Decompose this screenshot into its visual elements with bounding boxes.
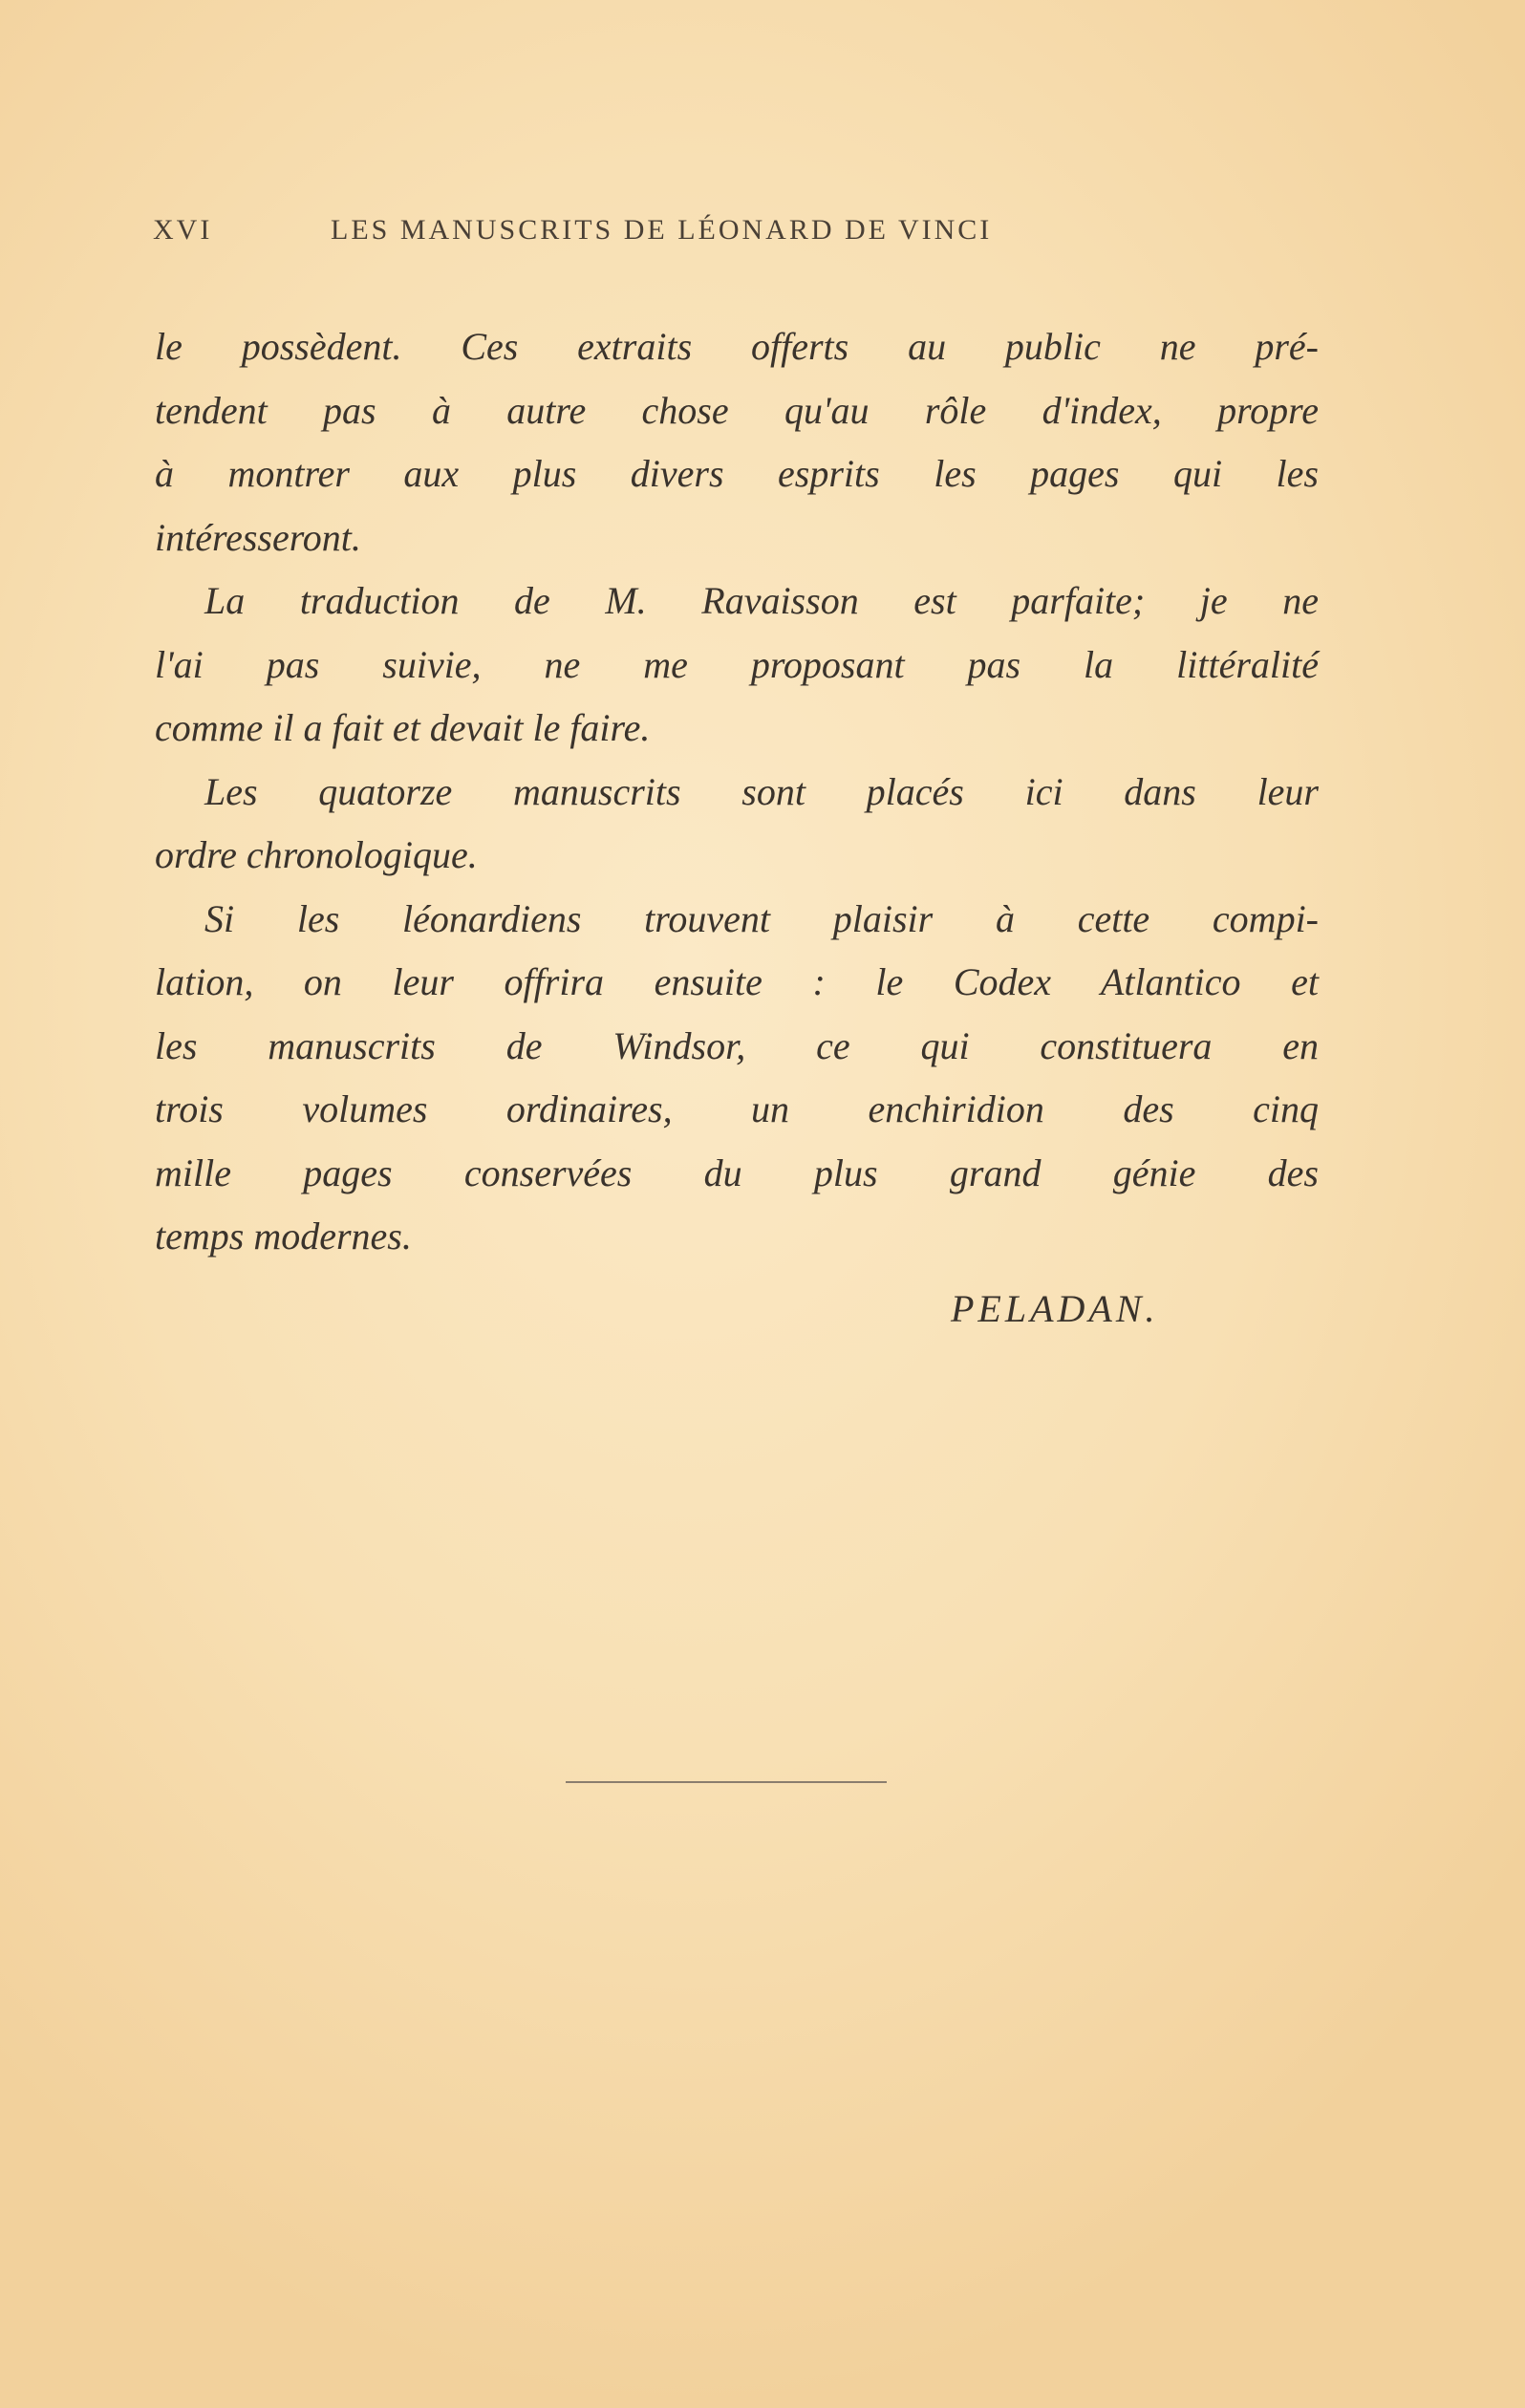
text-line: le possèdent. Ces extraits offerts au public ne pré- — [155, 325, 1319, 368]
running-title: LES MANUSCRITS DE LÉONARD DE VINCI — [331, 214, 993, 246]
text-line: temps modernes. — [155, 1215, 412, 1258]
text-line: mille pages conservées du plus grand génie des — [155, 1150, 1319, 1194]
author-signature: PELADAN. — [951, 1287, 1159, 1330]
text-line: Les quatorze manuscrits sont placés ici dans leur — [204, 769, 1319, 813]
page-number: XVI — [153, 214, 213, 246]
text-line: l'ai pas suivie, ne me proposant pas la littéralité — [155, 642, 1319, 686]
text-line: trois volumes ordinaires, un enchiridion des cinq — [155, 1087, 1319, 1130]
text-line: intéresseront. — [155, 515, 361, 559]
text-line: Si les léonardiens trouvent plaisir à cette compi- — [204, 896, 1319, 940]
text-line: à montrer aux plus divers esprits les pages qui les — [155, 452, 1319, 495]
section-divider-rule — [566, 1781, 887, 1783]
body-text — [155, 315, 1319, 1269]
text-line: lation, on leur offrira ensuite : le Codex Atlantico et — [155, 960, 1319, 1003]
text-line: comme il a fait et devait le faire. — [155, 706, 651, 749]
text-line: les manuscrits de Windsor, ce qui constituera en — [155, 1023, 1319, 1067]
text-line: La traduction de M. Ravaisson est parfaite; je ne — [204, 579, 1319, 622]
text-line: tendent pas à autre chose qu'au rôle d'index, propre — [155, 388, 1319, 432]
text-line: ordre chronologique. — [155, 833, 478, 876]
running-head — [153, 214, 1147, 256]
